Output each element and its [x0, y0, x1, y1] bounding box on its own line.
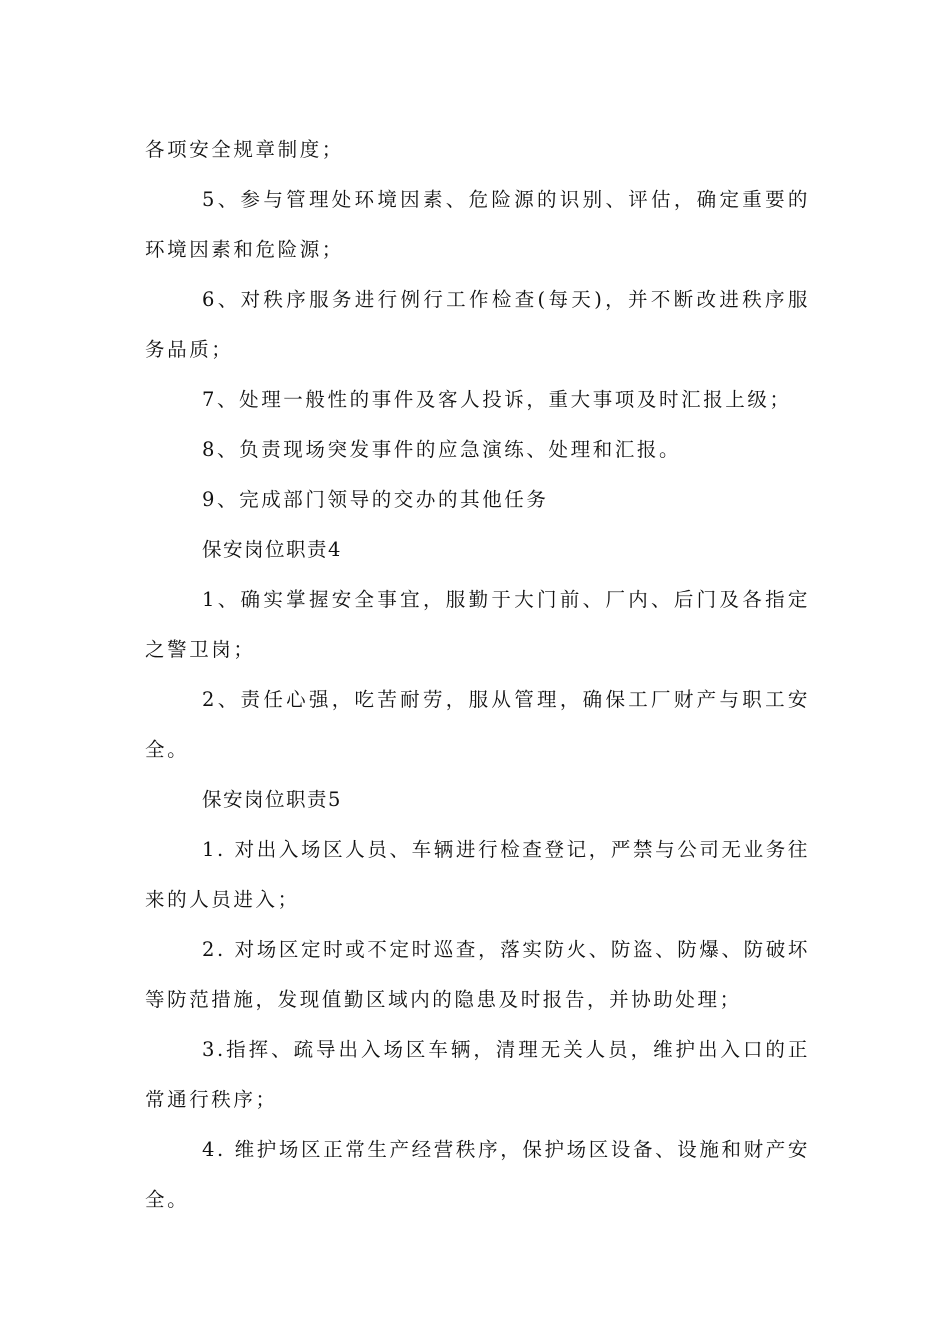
paragraph-s5-item-1: 1. 对出入场区人员、车辆进行检查登记，严禁与公司无业务往来的人员进入； — [145, 838, 810, 911]
section-heading-4: 保安岗位职责4 — [202, 538, 342, 561]
paragraph-item-9: 9、完成部门领导的交办的其他任务 — [202, 488, 549, 511]
paragraph-s5-item-3: 3.指挥、疏导出入场区车辆，清理无关人员，维护出入口的正常通行秩序； — [145, 1038, 810, 1111]
paragraph-continuation: 各项安全规章制度； — [145, 138, 344, 161]
section-heading-5: 保安岗位职责5 — [202, 788, 342, 811]
paragraph-s5-item-2: 2. 对场区定时或不定时巡查，落实防火、防盗、防爆、防破坏等防范措施，发现值勤区域内的隐患及时报告，并协助处理； — [145, 938, 810, 1011]
paragraph-s4-item-1: 1、确实掌握安全事宜，服勤于大门前、厂内、后门及各指定之警卫岗； — [145, 588, 810, 661]
document-body — [145, 125, 810, 1225]
paragraph-item-6: 6、对秩序服务进行例行工作检查(每天)，并不断改进秩序服务品质； — [145, 288, 811, 361]
paragraph-s5-item-4: 4. 维护场区正常生产经营秩序，保护场区设备、设施和财产安全。 — [145, 1138, 810, 1211]
paragraph-item-7: 7、处理一般性的事件及客人投诉，重大事项及时汇报上级； — [202, 388, 792, 411]
paragraph-item-5: 5、参与管理处环境因素、危险源的识别、评估，确定重要的环境因素和危险源； — [145, 188, 810, 261]
paragraph-s4-item-2: 2、责任心强，吃苦耐劳，服从管理，确保工厂财产与职工安全。 — [145, 688, 810, 761]
paragraph-item-8: 8、负责现场突发事件的应急演练、处理和汇报。 — [202, 438, 682, 461]
